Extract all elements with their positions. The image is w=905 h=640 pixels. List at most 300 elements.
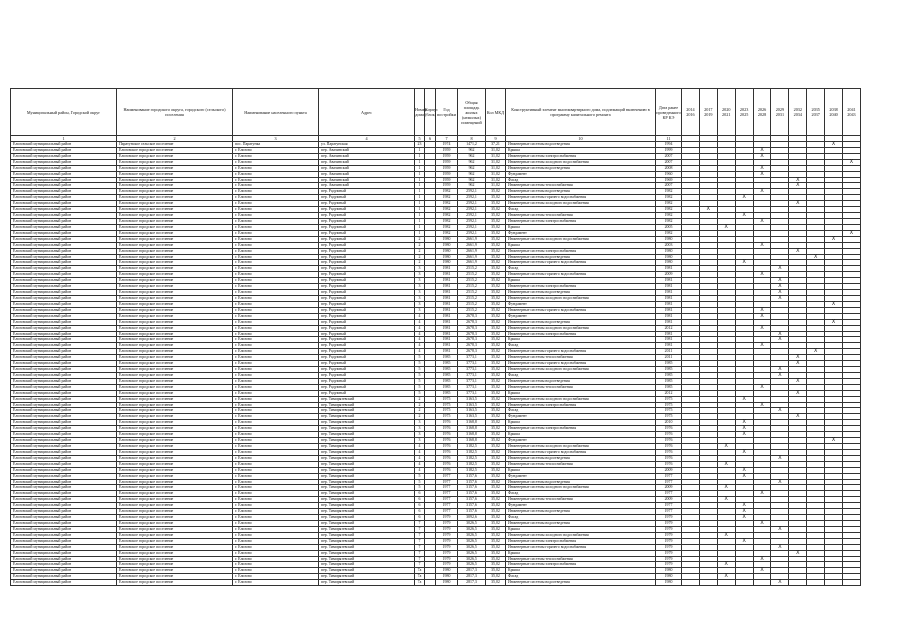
- table-cell: г. Елизово: [233, 461, 319, 467]
- table-cell: Елизовский муниципальный район: [11, 349, 117, 355]
- table-cell: 2817,3: [458, 580, 486, 586]
- table-cell: 2817,3: [458, 574, 486, 580]
- table-cell: пер. Радужный: [319, 218, 415, 224]
- table-cell: г. Елизово: [233, 301, 319, 307]
- table-cell: 1979: [656, 515, 682, 521]
- table-cell: 1975: [656, 408, 682, 414]
- table-cell: 1985: [436, 367, 458, 373]
- table-cell: г. Елизово: [233, 165, 319, 171]
- table-cell: пер. Радужный: [319, 189, 415, 195]
- table-cell: 35,02: [486, 224, 506, 230]
- table-cell: пер. Тимирязевский: [319, 396, 415, 402]
- table-cell: г. Елизово: [233, 153, 319, 159]
- table-cell: пер. Тимирязевский: [319, 420, 415, 426]
- table-cell: г. Елизово: [233, 159, 319, 165]
- table-cell: Елизовское городское поселение: [117, 254, 233, 260]
- table-cell: 35,02: [486, 295, 506, 301]
- table-cell: 1: [415, 207, 425, 213]
- table-cell: 35,02: [486, 319, 506, 325]
- table-cell: пер. Тимирязевский: [319, 449, 415, 455]
- table-cell: Инженерные системы электроснабжения: [506, 218, 656, 224]
- table-cell: 1976: [436, 467, 458, 473]
- table-cell: 1975: [656, 402, 682, 408]
- period-mark: X: [717, 461, 735, 467]
- table-cell: г. Елизово: [233, 195, 319, 201]
- table-cell: Елизовский муниципальный район: [11, 248, 117, 254]
- period-mark: X: [735, 509, 753, 515]
- table-cell: 1: [415, 218, 425, 224]
- table-cell: 2012: [656, 325, 682, 331]
- table-cell: Елизовский муниципальный район: [11, 438, 117, 444]
- table-cell: 4: [415, 313, 425, 319]
- table-cell: 2678,3: [458, 349, 486, 355]
- period-cell: [825, 580, 843, 586]
- table-cell: Елизовское городское поселение: [117, 230, 233, 236]
- period-mark: X: [771, 479, 789, 485]
- table-cell: 3: [415, 432, 425, 438]
- table-cell: Елизовское городское поселение: [117, 449, 233, 455]
- table-cell: 1959: [436, 177, 458, 183]
- table-cell: г. Елизово: [233, 414, 319, 420]
- table-cell: 1985: [656, 361, 682, 367]
- table-cell: Инженерные системы теплоснабжения: [506, 497, 656, 503]
- table-cell: 1977: [656, 479, 682, 485]
- table-cell: 1977: [436, 491, 458, 497]
- table-cell: Елизовский муниципальный район: [11, 361, 117, 367]
- table-cell: г. Елизово: [233, 307, 319, 313]
- period-mark: X: [717, 497, 735, 503]
- table-cell: 1982: [656, 195, 682, 201]
- table-cell: пер. Радужный: [319, 284, 415, 290]
- table-cell: г. Елизово: [233, 473, 319, 479]
- table-cell: 35,02: [486, 544, 506, 550]
- table-cell: пер. Радужный: [319, 337, 415, 343]
- table-cell: 1977: [656, 491, 682, 497]
- table-cell: Елизовское городское поселение: [117, 396, 233, 402]
- table-cell: 35,02: [486, 218, 506, 224]
- period-mark: X: [789, 378, 807, 384]
- table-cell: 962: [458, 183, 486, 189]
- table-cell: Инженерные системы электроснабжения: [506, 538, 656, 544]
- table-cell: 3: [415, 438, 425, 444]
- table-cell: Елизовское городское поселение: [117, 491, 233, 497]
- table-cell: Елизовское городское поселение: [117, 319, 233, 325]
- table-cell: 1980: [656, 260, 682, 266]
- period-mark: X: [717, 574, 735, 580]
- table-cell: Елизовское городское поселение: [117, 580, 233, 586]
- table-cell: 1975: [436, 396, 458, 402]
- table-cell: 35,02: [486, 449, 506, 455]
- table-cell: Фундамент: [506, 438, 656, 444]
- table-cell: 3157,6: [458, 479, 486, 485]
- table-cell: Елизовское городское поселение: [117, 242, 233, 248]
- table-cell: г. Елизово: [233, 574, 319, 580]
- table-cell: г. Елизово: [233, 479, 319, 485]
- table-cell: 35,02: [486, 284, 506, 290]
- table-cell: Елизовский муниципальный район: [11, 372, 117, 378]
- table-cell: 35,02: [486, 408, 506, 414]
- table-cell: 1981: [436, 343, 458, 349]
- table-cell: 3026,5: [458, 544, 486, 550]
- period-mark: X: [789, 183, 807, 189]
- table-cell: 1981: [656, 307, 682, 313]
- table-cell: 35,02: [486, 372, 506, 378]
- table-cell: 7: [415, 550, 425, 556]
- table-cell: 3182,5: [458, 461, 486, 467]
- table-cell: Елизовский муниципальный район: [11, 331, 117, 337]
- table-cell: Инженерные системы водоотведения: [506, 319, 656, 325]
- table-cell: 35,02: [486, 503, 506, 509]
- table-cell: 31,02: [486, 153, 506, 159]
- table-cell: Елизовский муниципальный район: [11, 479, 117, 485]
- column-header: Наименование населенного пункта: [233, 89, 319, 136]
- period-mark: X: [771, 367, 789, 373]
- period-mark: X: [753, 153, 771, 159]
- table-cell: г. Елизово: [233, 521, 319, 527]
- table-cell: 3773,1: [458, 384, 486, 390]
- table-cell: 35,02: [486, 515, 506, 521]
- period-mark: X: [735, 503, 753, 509]
- table-cell: Инженерные системы электроснабжения: [506, 426, 656, 432]
- table-cell: пер. Радужный: [319, 372, 415, 378]
- table-cell: 1976: [436, 461, 458, 467]
- table-cell: Инженерные системы электроснабжения: [506, 402, 656, 408]
- table-cell: 1982: [436, 213, 458, 219]
- table-cell: 1959: [436, 159, 458, 165]
- table-cell: 1976: [436, 432, 458, 438]
- table-cell: Елизовское городское поселение: [117, 461, 233, 467]
- table-cell: Инженерные системы теплоснабжения: [506, 213, 656, 219]
- table-cell: 1985: [656, 378, 682, 384]
- table-cell: 1979: [436, 526, 458, 532]
- table-cell: пер. Тимирязевский: [319, 515, 415, 521]
- table-cell: Елизовское городское поселение: [117, 568, 233, 574]
- table-cell: 962: [458, 171, 486, 177]
- period-mark: X: [753, 402, 771, 408]
- table-cell: Инженерные системы теплоснабжения: [506, 183, 656, 189]
- table-cell: 1981: [436, 331, 458, 337]
- table-cell: 2007: [656, 153, 682, 159]
- table-cell: 3026,5: [458, 538, 486, 544]
- period-mark: X: [735, 426, 753, 432]
- table-cell: 3026,5: [458, 521, 486, 527]
- column-header: Дата ранее проведенного КР КЭ: [656, 89, 682, 136]
- table-cell: Елизовский муниципальный район: [11, 171, 117, 177]
- table-cell: Елизовский муниципальный район: [11, 266, 117, 272]
- table-cell: Елизовский муниципальный район: [11, 556, 117, 562]
- table-cell: 1985: [436, 390, 458, 396]
- table-cell: Фасад: [506, 207, 656, 213]
- table-cell: 1985: [656, 384, 682, 390]
- capital-repair-table: [10, 88, 860, 586]
- table-cell: г. Елизово: [233, 325, 319, 331]
- table-cell: пер. Радужный: [319, 260, 415, 266]
- table-cell: 1981: [436, 272, 458, 278]
- table-cell: пер. Радужный: [319, 367, 415, 373]
- table-cell: г. Елизово: [233, 515, 319, 521]
- table-cell: Елизовское городское поселение: [117, 307, 233, 313]
- table-cell: Елизовский муниципальный район: [11, 201, 117, 207]
- table-cell: 1981: [436, 278, 458, 284]
- table-cell: 2515,2: [458, 290, 486, 296]
- table-cell: 35,02: [486, 361, 506, 367]
- table-cell: г. Елизово: [233, 260, 319, 266]
- table-cell: Елизовский муниципальный район: [11, 159, 117, 165]
- table-cell: Фасад: [506, 343, 656, 349]
- column-number: 6: [425, 136, 436, 142]
- table-cell: Елизовский муниципальный район: [11, 473, 117, 479]
- table-cell: Инженерные системы горячего водоснабжения: [506, 307, 656, 313]
- period-mark: X: [753, 165, 771, 171]
- table-cell: 35,02: [486, 562, 506, 568]
- table-cell: 5: [415, 479, 425, 485]
- table-cell: 1980: [656, 580, 682, 586]
- table-cell: Елизовское городское поселение: [117, 301, 233, 307]
- period-mark: X: [771, 337, 789, 343]
- table-cell: пер. Тимирязевский: [319, 485, 415, 491]
- table-cell: 1980: [656, 248, 682, 254]
- table-cell: 1982: [436, 207, 458, 213]
- table-cell: Елизовское городское поселение: [117, 183, 233, 189]
- table-cell: Елизовский муниципальный район: [11, 153, 117, 159]
- table-cell: пер. Тимирязевский: [319, 461, 415, 467]
- table-cell: 1977: [436, 473, 458, 479]
- table-cell: Елизовское городское поселение: [117, 432, 233, 438]
- table-cell: 5: [415, 361, 425, 367]
- table-cell: 1982: [656, 207, 682, 213]
- table-cell: 1959: [436, 147, 458, 153]
- table-cell: 2009: [656, 497, 682, 503]
- period-mark: X: [735, 432, 753, 438]
- table-cell: 4: [415, 325, 425, 331]
- table-cell: пер. Авачинский: [319, 159, 415, 165]
- table-cell: Елизовское городское поселение: [117, 562, 233, 568]
- table-cell: Инженерные системы водоотведения: [506, 521, 656, 527]
- period-mark: X: [771, 278, 789, 284]
- table-cell: 1: [415, 230, 425, 236]
- table-cell: г. Елизово: [233, 319, 319, 325]
- table-cell: 2592,1: [458, 207, 486, 213]
- period-mark: X: [771, 455, 789, 461]
- table-cell: 3026,5: [458, 526, 486, 532]
- table-cell: 7: [415, 526, 425, 532]
- table-cell: 3026,5: [458, 550, 486, 556]
- table-cell: Инженерные системы холодного водоснабжения: [506, 485, 656, 491]
- table-cell: Елизовское городское поселение: [117, 159, 233, 165]
- table-cell: г. Елизово: [233, 355, 319, 361]
- table-cell: 962: [458, 165, 486, 171]
- table-cell: 31,02: [486, 177, 506, 183]
- period-mark: X: [771, 526, 789, 532]
- table-cell: Инженерные системы теплоснабжения: [506, 355, 656, 361]
- table-cell: 35,02: [486, 378, 506, 384]
- table-cell: 2515,2: [458, 301, 486, 307]
- table-row: [11, 580, 861, 586]
- table-cell: 7а: [415, 574, 425, 580]
- table-cell: Елизовский муниципальный район: [11, 325, 117, 331]
- table-cell: Елизовское городское поселение: [117, 420, 233, 426]
- table-cell: Елизовский муниципальный район: [11, 254, 117, 260]
- column-header: 2023 2025: [735, 89, 753, 136]
- table-cell: Фасад: [506, 266, 656, 272]
- table-cell: 35,02: [486, 532, 506, 538]
- table-cell: Елизовское городское поселение: [117, 201, 233, 207]
- table-cell: 35,02: [486, 384, 506, 390]
- table-cell: Инженерные системы холодного водоснабжения: [506, 396, 656, 402]
- table-cell: 3157,6: [458, 491, 486, 497]
- table-cell: 2661,9: [458, 242, 486, 248]
- table-cell: 1: [415, 165, 425, 171]
- table-cell: 1976: [656, 461, 682, 467]
- table-cell: Елизовский муниципальный район: [11, 272, 117, 278]
- table-cell: Елизовское городское поселение: [117, 521, 233, 527]
- column-header: 2017 2019: [699, 89, 717, 136]
- table-cell: 1: [415, 177, 425, 183]
- table-cell: Елизовское городское поселение: [117, 426, 233, 432]
- table-cell: 1471,2: [458, 142, 486, 148]
- table-cell: 1979: [656, 550, 682, 556]
- table-cell: 1976: [656, 444, 682, 450]
- table-cell: пер. Тимирязевский: [319, 544, 415, 550]
- table-cell: 1981: [656, 278, 682, 284]
- table-cell: Крыша: [506, 224, 656, 230]
- period-mark: X: [735, 473, 753, 479]
- table-cell: 35,02: [486, 254, 506, 260]
- period-mark: X: [771, 284, 789, 290]
- header-row: [11, 89, 861, 136]
- period-mark: X: [825, 236, 843, 242]
- table-cell: 1981: [656, 319, 682, 325]
- table-cell: 3: [415, 266, 425, 272]
- table-cell: Инженерные системы холодного водоснабжения: [506, 236, 656, 242]
- table-cell: 3168,8: [458, 438, 486, 444]
- table-cell: Фундамент: [506, 301, 656, 307]
- table-cell: 37,21: [486, 142, 506, 148]
- table-cell: пер. Авачинский: [319, 147, 415, 153]
- table-cell: 2: [415, 402, 425, 408]
- period-mark: X: [771, 408, 789, 414]
- table-cell: 1980: [436, 248, 458, 254]
- table-cell: 5: [415, 473, 425, 479]
- table-cell: Инженерные системы электроснабжения: [506, 562, 656, 568]
- table-cell: 1982: [436, 201, 458, 207]
- table-cell: г. Елизово: [233, 343, 319, 349]
- period-mark: X: [789, 201, 807, 207]
- table-cell: Крыша: [506, 526, 656, 532]
- table-cell: Инженерные системы холодного водоснабжения: [506, 201, 656, 207]
- table-cell: 1977: [436, 503, 458, 509]
- table-cell: 3: [415, 426, 425, 432]
- column-header: 2038 2040: [825, 89, 843, 136]
- table-cell: г. Елизово: [233, 201, 319, 207]
- table-cell: пер. Тимирязевский: [319, 444, 415, 450]
- table-cell: Елизовский муниципальный район: [11, 230, 117, 236]
- table-cell: 2012: [656, 390, 682, 396]
- table-cell: г. Елизово: [233, 367, 319, 373]
- table-cell: Инженерные системы водоотведения: [506, 165, 656, 171]
- table-cell: 7: [415, 521, 425, 527]
- table-cell: 35,02: [486, 479, 506, 485]
- table-cell: 4: [415, 467, 425, 473]
- table-cell: 35,02: [486, 521, 506, 527]
- table-cell: 1975: [436, 414, 458, 420]
- table-cell: 3163,5: [458, 408, 486, 414]
- table-cell: Крыша: [506, 467, 656, 473]
- column-number: 7: [436, 136, 458, 142]
- table-cell: 1976: [436, 449, 458, 455]
- table-cell: г. Елизово: [233, 224, 319, 230]
- table-cell: 2592,1: [458, 195, 486, 201]
- table-cell: Фасад: [506, 574, 656, 580]
- table-cell: пер. Тимирязевский: [319, 414, 415, 420]
- table-cell: 1979: [656, 556, 682, 562]
- table-cell: Елизовское городское поселение: [117, 438, 233, 444]
- column-header: Общая площадь жилых (нежилых) помещений: [458, 89, 486, 136]
- table-cell: 1982: [656, 189, 682, 195]
- table-cell: пер. Радужный: [319, 266, 415, 272]
- table-cell: Елизовский муниципальный район: [11, 290, 117, 296]
- table-cell: пер. Тимирязевский: [319, 532, 415, 538]
- table-cell: г. Елизово: [233, 284, 319, 290]
- table-cell: г. Елизово: [233, 503, 319, 509]
- period-cell: [682, 580, 700, 586]
- column-header: Конструктивный элемент многоквартирного дома, подлежащий включению в программу капитального ремонта: [506, 89, 656, 136]
- table-cell: Инженерные системы водоотведения: [506, 509, 656, 515]
- table-cell: 3157,6: [458, 509, 486, 515]
- table-cell: 35,02: [486, 438, 506, 444]
- period-mark: X: [735, 213, 753, 219]
- period-mark: X: [789, 355, 807, 361]
- table-cell: пер. Тимирязевский: [319, 550, 415, 556]
- table-cell: г. Елизово: [233, 337, 319, 343]
- table-cell: Фундамент: [506, 414, 656, 420]
- table-cell: 2: [415, 414, 425, 420]
- table-cell: 1976: [656, 426, 682, 432]
- table-cell: 1979: [436, 544, 458, 550]
- table-cell: пер. Радужный: [319, 319, 415, 325]
- table-cell: Елизовское городское поселение: [117, 503, 233, 509]
- table-cell: пер. Радужный: [319, 242, 415, 248]
- table-cell: Инженерные системы холодного водоснабжения: [506, 532, 656, 538]
- table-cell: пер. Тимирязевский: [319, 455, 415, 461]
- period-mark: X: [789, 390, 807, 396]
- table-cell: Инженерные системы горячего водоснабжения: [506, 349, 656, 355]
- table-cell: 1981: [436, 266, 458, 272]
- period-mark: X: [771, 372, 789, 378]
- period-mark: X: [753, 171, 771, 177]
- table-cell: 35,02: [486, 260, 506, 266]
- table-cell: 5: [415, 378, 425, 384]
- column-header: 2026 2028: [753, 89, 771, 136]
- table-cell: 2592,1: [458, 189, 486, 195]
- table-cell: Елизовский муниципальный район: [11, 343, 117, 349]
- table-cell: Елизовский муниципальный район: [11, 402, 117, 408]
- table-cell: 3168,8: [458, 420, 486, 426]
- column-number: 1: [11, 136, 117, 142]
- column-number: 8: [458, 136, 486, 142]
- table-cell: г. Елизово: [233, 438, 319, 444]
- table-cell: 35,02: [486, 201, 506, 207]
- table-cell: г. Елизово: [233, 349, 319, 355]
- table-cell: 1959: [436, 165, 458, 171]
- column-header: 2029 2031: [771, 89, 789, 136]
- table-cell: 1982: [436, 195, 458, 201]
- table-cell: пер. Радужный: [319, 331, 415, 337]
- table-cell: 35,02: [486, 538, 506, 544]
- table-cell: Елизовское городское поселение: [117, 390, 233, 396]
- table-cell: пер. Авачинский: [319, 153, 415, 159]
- table-cell: Елизовское городское поселение: [117, 402, 233, 408]
